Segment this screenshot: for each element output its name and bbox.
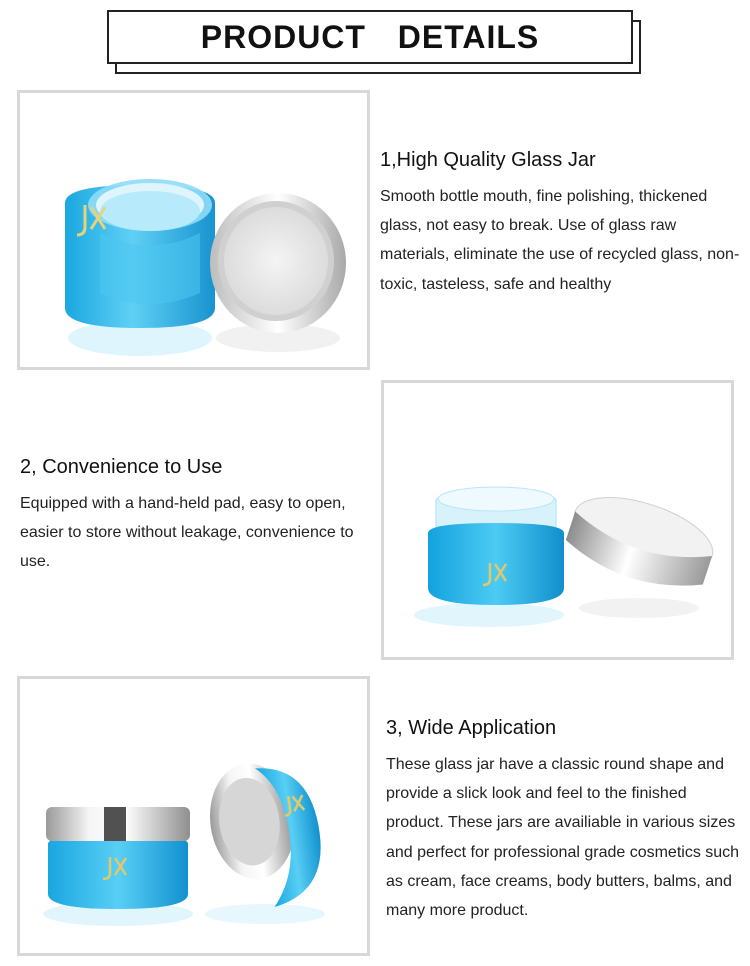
feature-section-1 bbox=[380, 149, 740, 299]
feature-body-2: Equipped with a hand-held pad, easy to open, easier to store without leakage, convenience to use. bbox=[20, 495, 354, 571]
feature-section-2 bbox=[20, 456, 375, 577]
feature-body-3: These glass jar have a classic round shape and provide a slick look and feel to the finished product. These jars are availiable in various sizes and perfect for professional grade cosmetics such as cream, face creams, body butters, balms, and many more product. bbox=[386, 756, 740, 920]
feature-body-1: Smooth bottle mouth, fine polishing, thickened glass, not easy to break. Use of glass raw materials, eliminate the use of recycled glass, non-toxic, tasteless, safe and healthy bbox=[380, 188, 740, 293]
feature-section-3 bbox=[386, 717, 746, 925]
feature-heading-2: 2, Convenience to Use bbox=[20, 456, 223, 478]
product-image-3 bbox=[17, 676, 370, 956]
header-title-box bbox=[107, 10, 633, 64]
feature-heading-1: 1,High Quality Glass Jar bbox=[380, 149, 596, 171]
product-image-2 bbox=[381, 380, 734, 660]
page-title: PRODUCT DETAILS bbox=[200, 18, 540, 55]
product-image-1 bbox=[17, 90, 370, 370]
feature-heading-3: 3, Wide Application bbox=[386, 717, 557, 739]
section-header bbox=[107, 10, 632, 64]
